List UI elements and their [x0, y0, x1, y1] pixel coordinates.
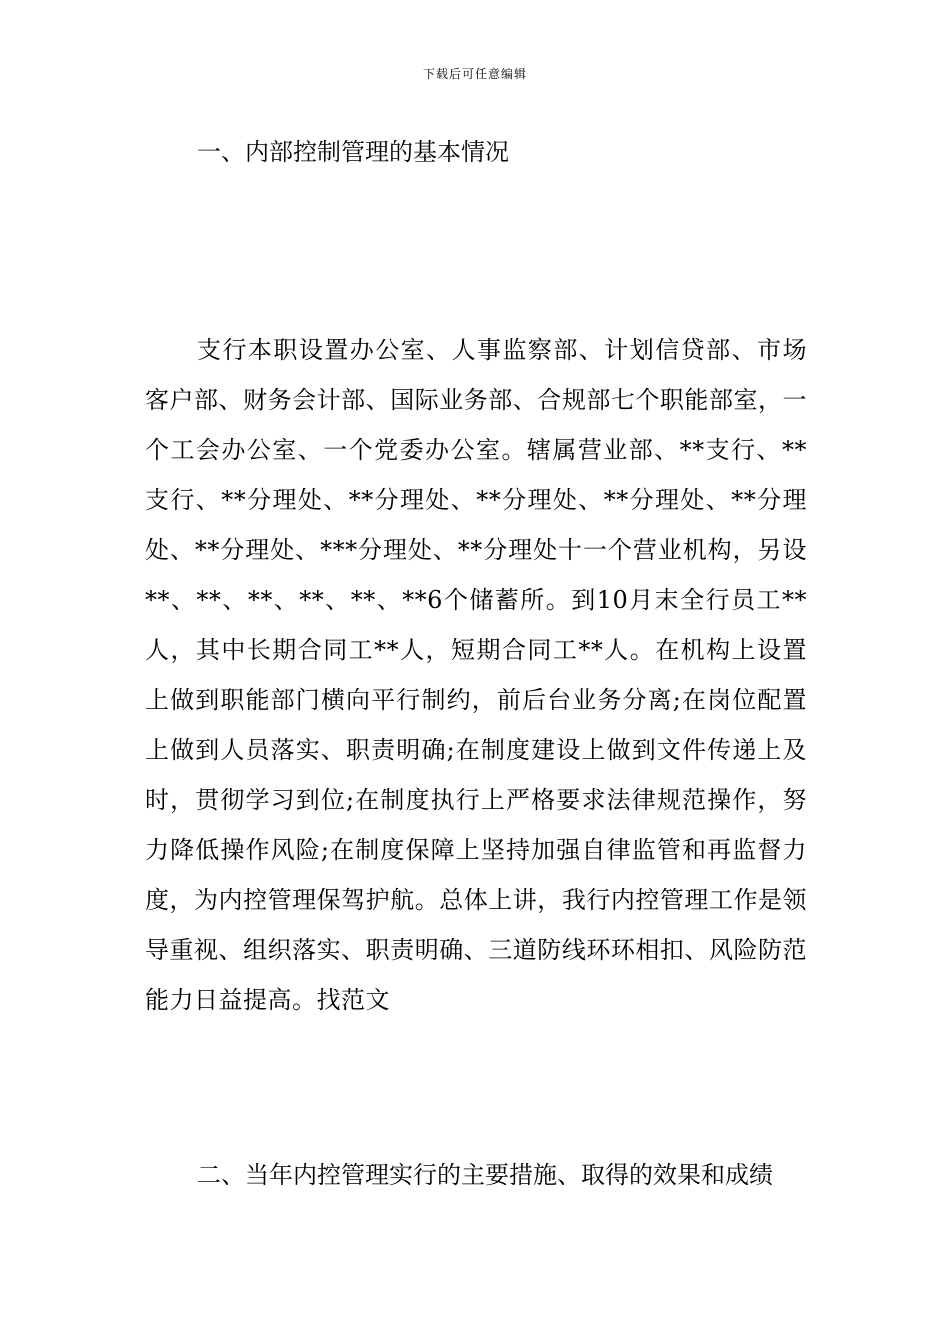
spacer: [145, 177, 807, 325]
spacer: [145, 1025, 807, 1150]
section-1-heading: 一、内部控制管理的基本情况: [197, 138, 509, 166]
header-note: 下载后可任意编辑: [422, 67, 527, 81]
document-body: [145, 127, 807, 1200]
section-1-paragraph: 支行本职设置办公室、人事监察部、计划信贷部、市场客户部、财务会计部、国际业务部、合规部七个职能部室，一个工会办公室、一个党委办公室。辖属营业部、**支行、**支行、**分理处、**分理处、**分理处、**分理处、**分理处、**分理处、***分理处、**分理处十一个营业机构，另设**、**、**、**、**、**6个储蓄所。到10月末全行员工**人，其中长期合同工**人，短期合同工**人。在机构上设置上做到职能部门横向平行制约，前后台业务分离;在岗位配置上做到人员落实、职责明确;在制度建设上做到文件传递上及时，贯彻学习到位;在制度执行上严格要求法律规范操作，努力降低操作风险;在制度保障上坚持加强自律监管和再监督力度，为内控管理保驾护航。总体上讲，我行内控管理工作是领导重视、组织落实、职责明确、三道防线环环相扣、风险防范能力日益提高。找范文: [145, 336, 807, 1014]
section-2-heading: 二、当年内控管理实行的主要措施、取得的效果和成绩: [197, 1161, 773, 1189]
